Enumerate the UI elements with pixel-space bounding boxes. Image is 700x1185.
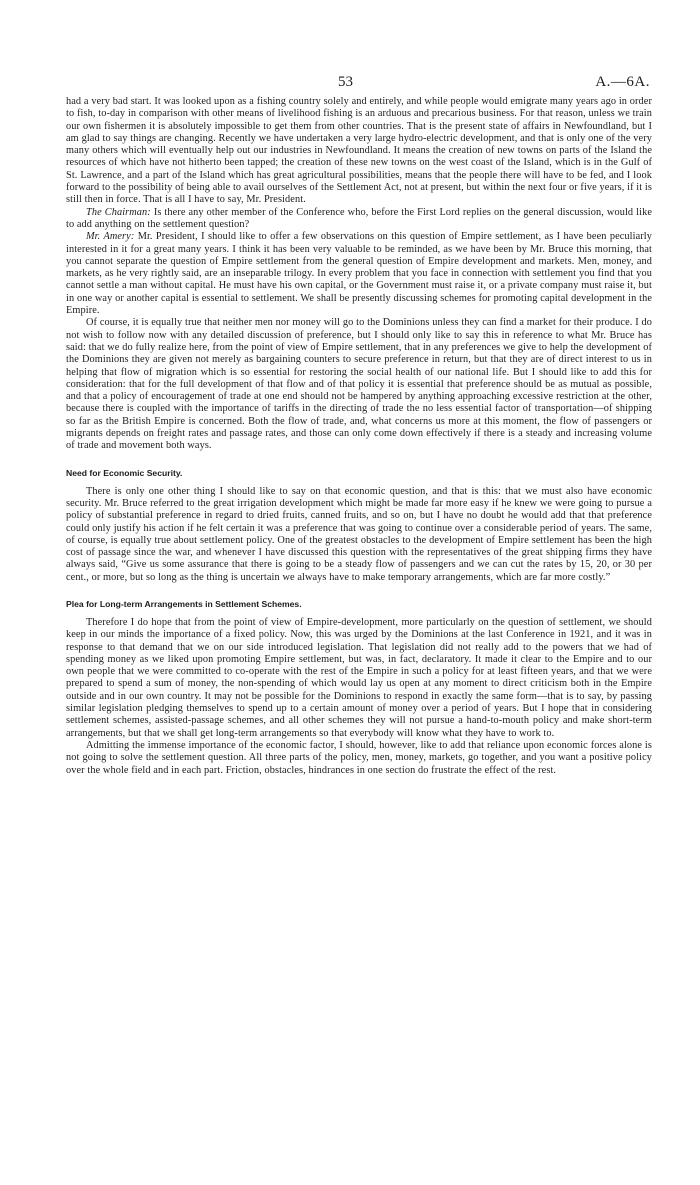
paragraph-economic-security: There is only one other thing I should like to say on that economic question, and that is this: that we must also have economic security. Mr. Bruce referred to the great irrigation development which might be made far more easy if he knew we were going to pursue a policy of substantial preference in regard to dried fruits, canned fruits, and so on, but I have no doubt he would add that that preference could only justify his action if he felt certain it was a preference that was going to continue over a considerable period of years. The same, of course, is equally true about settlement policy. One of the greatest obstacles to the development of Empire settlement has been the high cost of passage since the war, and whenever I have discussed this question with the representatives of the great shipping firms they have always said, “Give us some assurance that there is going to be a steady flow of passengers and we can cut the rates by 15, 20, or 30 per cent., or more, but so long as the thing is uncertain we always have to make temporary arrangements, which are far more costly.” — [66, 485, 652, 583]
document-page — [66, 74, 652, 777]
paragraph-markets: Of course, it is equally true that neither men nor money will go to the Dominions unless they can find a market for their produce. I do not wish to follow now with any detailed discussion of preference, but I should only like to say this in reference to what Mr. Bruce has said: that we do fully realize here, from the point of view of Empire settlement, that in any preferences we give to help the development of the Dominions they are given not merely as bargaining counters to secure preference in return, but that they are of direct interest to us in helping that flow of migration which is so essential for restoring the social health of our national life. But I should like to add this for consideration: that for the full development of that flow and of that policy it is essential that preference should be as mutual as possible, and that a policy of encouragement of trade at one end should not be hampered by anything approaching excessive restriction at the other, because there is coupled with the importance of tariffs in the directing of trade the no less essential factor of transportation—of shipping so far as the British Empire is concerned. Both the flow of trade, and, what concerns us more at this moment, the flow of passengers or migrants depends on freight rates and passage rates, and those can only come down effectively if there is a steady and increasing volume of trade and movement both ways. — [66, 317, 652, 452]
paragraph-economic-factor: Admitting the immense importance of the economic factor, I should, however, like to add that reliance upon economic forces alone is not going to solve the settlement question. All three parts of the policy, men, money, markets, go together, and you want a positive policy over the whole field and in each part. Friction, obstacles, hindrances in one section do frustrate the effect of the rest. — [66, 739, 652, 776]
paragraph-amery — [66, 231, 652, 317]
amery-remark: Mr. President, I should like to offer a few observations on this question of Empire settlement, as I have been peculiarly interested in it for a great many years. I think it has been very valuable to be reminded, as we have been by Mr. Bruce this morning, that you cannot separate the question of Empire settlement from the general question of Empire development and markets. Men, money, and markets, as he very rightly said, are an inseparable trilogy. In every problem that you face in connection with settlement you find that you cannot settle a man without capital. He must have his own capital, or the Government must raise it, or a private company must raise it, but in one way or another capital is essential to settlement. We shall be presently discussing schemes for promoting capital development in the Empire. — [66, 231, 652, 317]
document-reference: A.—6A. — [595, 74, 650, 90]
paragraph-chairman — [66, 207, 652, 232]
paragraph-newfoundland: had a very bad start. It was looked upon as a fishing country solely and entirely, and while people would emigrate many years ago in order to fish, to-day in comparison with other means of livelihood fishing is an arduous and precarious business. For that reason, unless we train our own fishermen it is absolutely impossible to get them from other countries. That is the present state of affairs in Newfoundland, but I am glad to say things are changing. Recently we have undertaken a very large hydro-electric development, and that is only one of the very many others which will eventually help out our industries in Newfoundland. It means the creation of new towns on parts of the Island the resources of which have not hitherto been tapped; the creation of these new towns on the west coast of the Island, which is in the Gulf of St. Lawrence, and a part of the Island which has great agricultural possibilities, means that the people there will have to be fed, and I look forward to the possibility of being able to avail ourselves of the Settlement Act, not at present, but within the next four or five years, if it is still then in force. That is all I have to say, Mr. President. — [66, 96, 652, 206]
heading-long-term-arrangements: Plea for Long-term Arrangements in Settlement Schemes. — [66, 598, 302, 609]
page-header — [66, 74, 652, 96]
speaker-amery: Mr. Amery: — [86, 231, 135, 243]
page-number: 53 — [338, 74, 353, 90]
chairman-remark: Is there any other member of the Conference who, before the First Lord replies on the general discussion, would like to add anything on the settlement question? — [66, 206, 652, 230]
paragraph-fixed-policy: Therefore I do hope that from the point of view of Empire-development, more particularly on the question of settlement, we should keep in our minds the importance of a fixed policy. Now, this was urged by the Dominions at the last Conference in 1921, and it was in response to that demand that we on our side introduced legislation. That legislation did not really add to the powers that we had of spending money as we liked upon promoting Empire settlement, but was, in fact, declaratory. It made it clear to the Empire and to our own people that we were committed to co-operate with the rest of the Empire in such a policy for at least fifteen years, and that we were prepared to spend a sum of money, the non-spending of which would lay us open at any moment to direct criticism both in the Empire outside and in our own country. It may not be possible for the Dominions to respond in exactly the same form—that is to say, by passing similar legislation pledging themselves to spend up to a certain amount of money over a period of years. But I hope that in considering settlement schemes, assisted-passage schemes, and all other schemes they will not pursue a hand-to-mouth policy and make short-term arrangements, but that we shall get long-term arrangements so that everybody will know what they have to work to. — [66, 616, 652, 739]
heading-economic-security: Need for Economic Security. — [66, 467, 183, 478]
speaker-chairman: The Chairman: — [86, 206, 151, 218]
